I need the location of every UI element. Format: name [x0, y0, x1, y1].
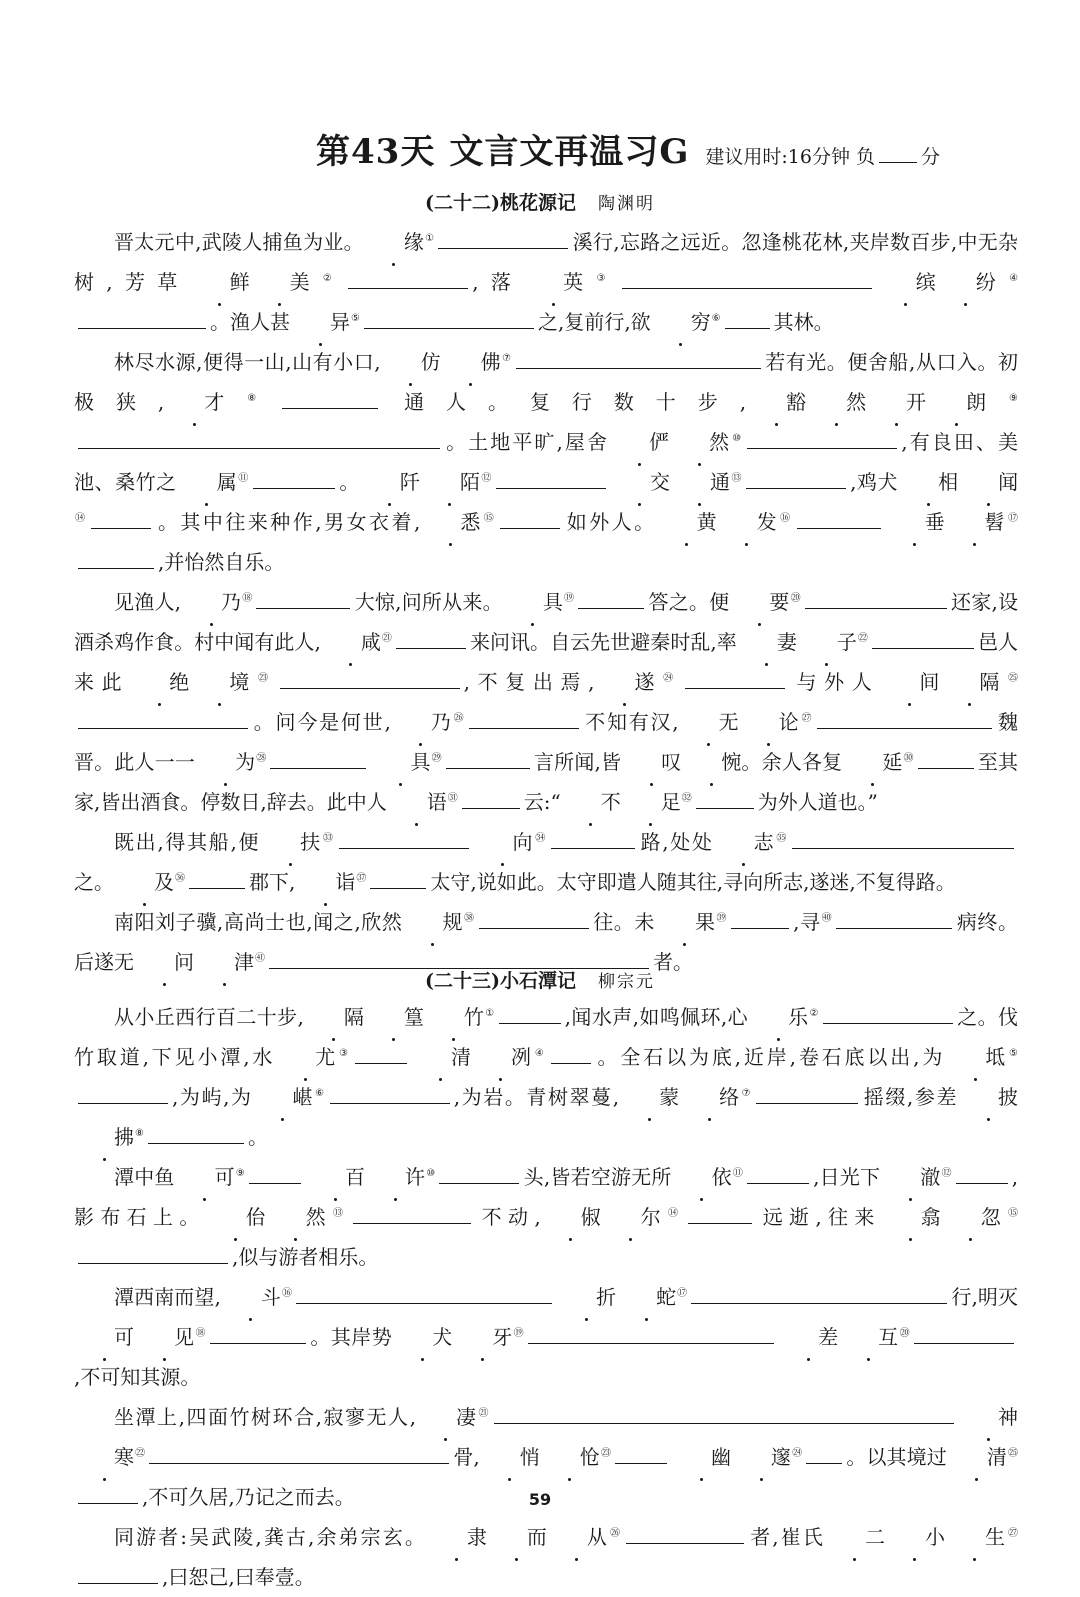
answer-blank[interactable] — [551, 1043, 591, 1064]
glossed-term: 不 足 — [561, 790, 681, 814]
passage-paragraph — [74, 1277, 1018, 1397]
annotation-number: ⑭ — [661, 1208, 685, 1220]
answer-blank[interactable] — [78, 428, 440, 449]
passage-text: 大惊,问所从来。 — [354, 590, 503, 614]
passage-text: 之,复前行,欲 — [537, 310, 651, 334]
passage-paragraph — [74, 997, 1018, 1157]
annotation-number: ㊳ — [463, 913, 475, 925]
annotation-number: ⑥ — [711, 313, 721, 325]
answer-blank[interactable] — [396, 628, 466, 649]
passage-text: 潭西南而望, — [114, 1285, 221, 1309]
answer-blank[interactable] — [78, 1243, 228, 1264]
passage-text: 坐潭上,四面竹树环合,寂寥无人, — [114, 1405, 416, 1429]
score-blank — [879, 161, 917, 163]
annotation-number: ㉕ — [1007, 1448, 1018, 1460]
glossed-term: 扶 — [260, 830, 320, 854]
passage-text: 魏晋。此人一一 — [74, 710, 1018, 774]
answer-blank[interactable] — [253, 468, 335, 489]
glossed-term: 咸 — [321, 630, 381, 654]
annotation-number: ⑮ — [1001, 1208, 1019, 1220]
glossed-term: 相 闻 — [898, 470, 1018, 494]
section-title-1 — [0, 188, 1080, 215]
annotation-number: ㉘ — [256, 753, 267, 765]
glossed-term: 交 通 — [610, 470, 730, 494]
annotation-number: ㉔ — [655, 673, 681, 685]
answer-blank[interactable] — [78, 1563, 158, 1584]
glossed-term: 间 隔 — [879, 670, 999, 694]
time-hint — [705, 142, 940, 169]
glossed-term: 为 — [195, 750, 255, 774]
annotation-number: ⑫ — [480, 473, 492, 485]
annotation-number: ⑰ — [1005, 513, 1019, 525]
answer-blank[interactable] — [330, 1083, 450, 1104]
passage-paragraph — [74, 1157, 1018, 1277]
annotation-number: ㉑ — [381, 633, 392, 645]
glossed-term: 悄 怆 — [480, 1445, 600, 1469]
glossed-term: 二 小 生 — [825, 1525, 1005, 1549]
glossed-term: 黄 发 — [657, 510, 777, 534]
annotation-number: ㉙ — [431, 753, 442, 765]
annotation-number: ④ — [996, 273, 1019, 285]
answer-blank[interactable] — [756, 1083, 858, 1104]
passage-text: 。 — [338, 470, 360, 494]
glossed-term: 差 互 — [778, 1325, 898, 1349]
glossed-term: 及 — [114, 870, 174, 894]
answer-blank[interactable] — [348, 268, 468, 289]
glossed-term: 翕 忽 — [881, 1205, 1001, 1229]
passage-text: 。土地平旷,屋舍 — [444, 430, 610, 454]
glossed-term: 缤 纷 — [876, 270, 996, 294]
glossed-term: 清 冽 — [411, 1045, 531, 1069]
passage-text: 不知有汉, — [583, 710, 679, 734]
passage-text: 同游者:吴武陵,龚古,余弟宗玄。 — [114, 1525, 427, 1549]
answer-blank[interactable] — [78, 548, 154, 569]
glossed-term: 凄 — [416, 1405, 476, 1429]
annotation-number: ⑱ — [195, 1328, 206, 1340]
passage-text: 。以其境过 — [846, 1445, 947, 1469]
section-title-2 — [0, 966, 1080, 993]
answer-blank[interactable] — [615, 1443, 667, 1464]
annotation-number: ⑧ — [225, 393, 279, 405]
passage-text: 若有光。便舍船,从口入。初极狭, — [74, 350, 1019, 414]
annotation-number: ㊱ — [175, 873, 185, 885]
glossed-term: 仿 佛 — [381, 350, 501, 374]
answer-blank[interactable] — [806, 1443, 842, 1464]
glossed-term: 规 — [402, 910, 462, 934]
glossed-term: 神寒 — [74, 1405, 1018, 1469]
glossed-term: 具 — [370, 750, 430, 774]
answer-blank[interactable] — [622, 268, 872, 289]
passage-text: 答之。便 — [648, 590, 730, 614]
answer-blank[interactable] — [823, 1003, 953, 1024]
passage-text: 还家,设酒杀鸡作食。村中闻有此人, — [74, 590, 1019, 654]
annotation-number: ㉝ — [321, 833, 335, 845]
passage-text: 与外人 — [788, 670, 880, 694]
annotation-number: ㉒ — [135, 1448, 146, 1460]
glossed-term: 隔 篁 竹 — [304, 1005, 484, 1029]
annotation-number: ㉗ — [799, 713, 814, 725]
passage-text: 潭中鱼 — [114, 1165, 175, 1189]
passage-text: 骨, — [453, 1445, 480, 1469]
passage-text: 病终。后遂无 — [74, 910, 1019, 974]
annotation-number: ㉗ — [1005, 1528, 1019, 1540]
annotation-number: ⑪ — [732, 1168, 744, 1180]
answer-blank[interactable] — [78, 1083, 168, 1104]
glossed-term: 属 — [177, 470, 237, 494]
answer-blank[interactable] — [296, 1283, 552, 1304]
passage-text: 。其岸势 — [309, 1325, 393, 1349]
glossed-term: 穷 — [651, 310, 711, 334]
annotation-number: ㊲ — [356, 873, 367, 885]
passage-text: ,似与游者相乐。 — [232, 1245, 379, 1269]
glossed-term: 斗 — [221, 1285, 281, 1309]
glossed-term: 无 论 — [679, 710, 799, 734]
annotation-number: ㉖ — [607, 1528, 623, 1540]
annotation-number: ⑤ — [351, 313, 360, 325]
answer-blank[interactable] — [551, 828, 635, 849]
answer-blank[interactable] — [685, 668, 785, 689]
answer-blank[interactable] — [688, 1203, 752, 1224]
glossed-term: 缘 — [364, 230, 424, 254]
passage-text: 往。未 — [592, 910, 655, 934]
annotation-number: ⑪ — [237, 473, 249, 485]
answer-blank[interactable] — [691, 1283, 947, 1304]
answer-blank[interactable] — [78, 708, 248, 729]
glossed-term: 折 蛇 — [556, 1285, 676, 1309]
glossed-term: 清 — [947, 1445, 1007, 1469]
annotation-number: ⑯ — [777, 513, 793, 525]
answer-blank[interactable] — [148, 1123, 244, 1144]
answer-blank[interactable] — [792, 828, 1014, 849]
section-author: 陶渊明 — [597, 194, 655, 214]
passage-text: 来问讯。自云先世避秦时乱,率 — [469, 630, 737, 654]
glossed-term: 问 津 — [134, 950, 254, 974]
answer-blank[interactable] — [469, 708, 579, 729]
answer-blank[interactable] — [836, 908, 952, 929]
passage-text: 头,皆若空游无所 — [523, 1165, 672, 1189]
passage-text: ,不可久居,乃记之而去。 — [142, 1485, 355, 1509]
glossed-term: 可 — [175, 1165, 235, 1189]
answer-blank[interactable] — [499, 1003, 561, 1024]
answer-blank[interactable] — [446, 748, 530, 769]
annotation-number: ㉛ — [447, 793, 458, 805]
glossed-term: 遂 — [595, 670, 655, 694]
passage-text: 为外人道也。” — [757, 790, 878, 814]
passage-text: 。全石以为底,近岸,卷石底以出,为 — [594, 1045, 946, 1069]
passage-text: ,鸡犬 — [850, 470, 899, 494]
answer-blank[interactable] — [578, 588, 644, 609]
answer-blank[interactable] — [462, 788, 520, 809]
answer-blank[interactable] — [500, 508, 560, 529]
passage-text: 南阳刘子骥,高尚士也,闻之,欣然 — [114, 910, 403, 934]
glossed-term: 垂 髫 — [885, 510, 1005, 534]
annotation-number: ⑰ — [677, 1288, 688, 1300]
glossed-term: 俨 然 — [609, 430, 729, 454]
glossed-term: 鲜 美 — [190, 270, 310, 294]
glossed-term: 澈 — [880, 1165, 940, 1189]
answer-blank[interactable] — [78, 308, 206, 329]
passage-text: ,不复出焉, — [463, 670, 595, 694]
passage-paragraph — [74, 822, 1018, 902]
answer-blank[interactable] — [956, 1163, 1008, 1184]
glossed-term: 叹 惋 — [621, 750, 741, 774]
glossed-term: 隶 而 从 — [427, 1525, 607, 1549]
annotation-number: ⑬ — [326, 1208, 350, 1220]
passage-text: 。问今是何世, — [252, 710, 391, 734]
time-prefix: 建议用时:16分钟 负 — [705, 146, 875, 168]
glossed-term: 妻 子 — [737, 630, 857, 654]
answer-blank[interactable] — [439, 1163, 519, 1184]
answer-blank[interactable] — [918, 748, 974, 769]
lesson-topic: 文言文再温习G — [449, 132, 690, 172]
annotation-number: ② — [809, 1008, 819, 1020]
glossed-term: 要 — [729, 590, 789, 614]
page-number: 59 — [528, 1490, 552, 1509]
glossed-term: 尤 — [275, 1045, 335, 1069]
answer-blank[interactable] — [516, 348, 761, 369]
passage-text: 通人。复行数十步, — [382, 390, 747, 414]
annotation-number: ⑲ — [513, 1328, 525, 1340]
passage-text: 既出,得其船,便 — [114, 830, 261, 854]
annotation-number: ㉕ — [1000, 673, 1019, 685]
answer-blank[interactable] — [282, 388, 378, 409]
annotation-number: ㊴ — [715, 913, 728, 925]
passage-text: ,落 — [472, 270, 524, 294]
glossed-term: 悉 — [420, 510, 480, 534]
passage-paragraph — [74, 582, 1018, 822]
glossed-term: 依 — [672, 1165, 732, 1189]
annotation-number: ⑥ — [313, 1088, 326, 1100]
passage-text: ,有良田、美池、桑竹之 — [74, 430, 1019, 494]
answer-blank[interactable] — [805, 588, 947, 609]
answer-blank[interactable] — [438, 228, 568, 249]
annotation-number: ㉞ — [533, 833, 547, 845]
passage-text: ,为屿,为 — [172, 1085, 253, 1109]
annotation-number: ㉚ — [903, 753, 914, 765]
passage-text: 之。伐竹取道,下见小潭,水 — [74, 1005, 1019, 1069]
glossed-term: 坻 — [945, 1045, 1005, 1069]
glossed-term: 乃 — [181, 590, 241, 614]
answer-blank[interactable] — [256, 588, 350, 609]
glossed-term: 异 — [290, 310, 350, 334]
annotation-number: ⑭ — [75, 513, 88, 525]
glossed-term: 犬 牙 — [392, 1325, 512, 1349]
passage-paragraph — [74, 1517, 1018, 1597]
annotation-number: ⑨ — [235, 1168, 246, 1180]
time-suffix: 分 — [921, 146, 941, 168]
answer-blank[interactable] — [747, 1163, 809, 1184]
annotation-number: ㉒ — [857, 633, 868, 645]
answer-blank[interactable] — [353, 1203, 471, 1224]
answer-blank[interactable] — [696, 788, 754, 809]
passage-text: 者,崔氏 — [748, 1525, 825, 1549]
annotation-number: ⑮ — [481, 513, 497, 525]
glossed-term: 百 许 — [305, 1165, 425, 1189]
passage-text: 不动, — [475, 1205, 541, 1229]
lesson-day: 第43天 — [316, 132, 436, 172]
page-header — [316, 124, 1036, 174]
annotation-number: ⑫ — [941, 1168, 952, 1180]
annotation-number: ㉑ — [476, 1408, 491, 1420]
glossed-term: 英 — [523, 270, 583, 294]
annotation-number: ④ — [531, 1048, 547, 1060]
answer-blank[interactable] — [339, 828, 469, 849]
answer-blank[interactable] — [355, 1043, 407, 1064]
glossed-term: 豁 然 开 朗 — [746, 390, 986, 414]
glossed-term: 具 — [503, 590, 563, 614]
glossed-term: 绝 境 — [129, 670, 249, 694]
answer-blank[interactable] — [797, 508, 881, 529]
passage-paragraph — [74, 222, 1018, 342]
glossed-term: 蒙 络 — [619, 1085, 739, 1109]
passage-text: 太守,说如此。太守即遣人随其往,寻向所志,遂迷,不复得路。 — [430, 870, 956, 894]
passage-text: 从小丘西行百二十步, — [114, 1005, 304, 1029]
section-name: (二十二)桃花源记 — [425, 192, 576, 214]
glossed-term: 嵁 — [253, 1085, 313, 1109]
passage-text: ,曰恕己,曰奉壹。 — [162, 1565, 315, 1589]
passage-text: 溪行,忘路之远近。忽逢桃花林,夹岸数百步,中无杂树,芳草 — [74, 230, 1018, 294]
annotation-number: ③ — [336, 1048, 351, 1060]
passage-text: 其林。 — [773, 310, 834, 334]
answer-blank[interactable] — [914, 1323, 1014, 1344]
glossed-term: 乃 — [391, 710, 451, 734]
answer-blank[interactable] — [149, 1443, 449, 1464]
passage-text: 晋太元中,武陵人捕鱼为业。 — [114, 230, 364, 254]
passage-text: 摇缀,参差 — [862, 1085, 959, 1109]
annotation-number: ⑱ — [242, 593, 253, 605]
annotation-number: ③ — [584, 273, 618, 285]
section-author: 柳宗元 — [597, 972, 655, 992]
answer-blank[interactable] — [370, 868, 426, 889]
passage-text: 。 — [247, 1125, 268, 1149]
glossed-term: 志 — [714, 830, 774, 854]
annotation-number: ② — [310, 273, 345, 285]
passage-text: 邑人来此 — [74, 630, 1019, 694]
answer-blank[interactable] — [731, 908, 789, 929]
passage-text: 。其中往来种作,男女衣着, — [155, 510, 421, 534]
glossed-term: 幽 邃 — [671, 1445, 791, 1469]
passage-text: ,寻 — [793, 910, 821, 934]
glossed-term: 阡 陌 — [360, 470, 480, 494]
glossed-term: 俶 尔 — [541, 1205, 661, 1229]
answer-blank[interactable] — [725, 308, 770, 329]
annotation-number: ⑳ — [790, 593, 801, 605]
passage-text: 之。 — [74, 870, 114, 894]
annotation-number: ㊵ — [821, 913, 833, 925]
annotation-number: ① — [484, 1008, 495, 1020]
annotation-number: ⑲ — [563, 593, 575, 605]
section-name: (二十三)小石潭记 — [425, 970, 576, 992]
passage-text: 言所闻,皆 — [533, 750, 622, 774]
passage-text: 。渔人甚 — [210, 310, 290, 334]
answer-blank[interactable] — [189, 868, 245, 889]
passage-text: 见渔人, — [114, 590, 182, 614]
answer-blank[interactable] — [528, 1323, 774, 1344]
annotation-number: ⑩ — [730, 433, 744, 445]
annotation-number: ㉜ — [681, 793, 692, 805]
answer-blank[interactable] — [91, 508, 151, 529]
passage-text: 行,明灭 — [951, 1285, 1019, 1309]
answer-blank[interactable] — [479, 908, 589, 929]
passage-text: ,影布石上。 — [74, 1165, 1019, 1229]
answer-blank[interactable] — [626, 1523, 744, 1544]
annotation-number: ① — [424, 233, 435, 245]
answer-blank[interactable] — [494, 1403, 954, 1424]
passage-text: ,不可知其源。 — [74, 1365, 201, 1389]
passage-text: 者。 — [653, 950, 693, 974]
glossed-term: 语 — [387, 790, 447, 814]
passage-text: 云:“ — [523, 790, 561, 814]
glossed-term: 佁 然 — [206, 1205, 326, 1229]
answer-blank[interactable] — [270, 748, 366, 769]
glossed-term: 果 — [655, 910, 715, 934]
passage-text: 至其家,皆出酒食。停数日,辞去。此中人 — [74, 750, 1019, 814]
passage-text: 林尽水源,便得一山,山有小口, — [114, 350, 381, 374]
answer-blank[interactable] — [280, 668, 460, 689]
answer-blank[interactable] — [496, 468, 606, 489]
glossed-term: 披拂 — [74, 1085, 1018, 1149]
answer-blank[interactable] — [747, 428, 897, 449]
annotation-number: ㉔ — [792, 1448, 803, 1460]
annotation-number: ⑨ — [987, 393, 1018, 405]
annotation-number: ⑦ — [740, 1088, 753, 1100]
annotation-number: ⑦ — [501, 353, 512, 365]
answer-blank[interactable] — [746, 468, 846, 489]
answer-blank[interactable] — [872, 628, 974, 649]
annotation-number: ⑩ — [426, 1168, 436, 1180]
passage-text: ,为岩。青树翠蔓, — [453, 1085, 620, 1109]
passage-text: ,闻水声,如鸣佩环,心 — [564, 1005, 749, 1029]
answer-blank[interactable] — [210, 1323, 306, 1344]
glossed-term: 向 — [473, 830, 533, 854]
annotation-number: ㊶ — [255, 953, 265, 965]
annotation-number: ㉖ — [451, 713, 466, 725]
annotation-number: ㉓ — [250, 673, 276, 685]
passage-text: 。余人各复 — [741, 750, 843, 774]
passage-text: ,并怡然自乐。 — [158, 550, 285, 574]
annotation-number: ㉟ — [774, 833, 789, 845]
annotation-number: ⑬ — [730, 473, 743, 485]
passage-text: 郡下, — [249, 870, 296, 894]
annotation-number: ⑤ — [1006, 1048, 1019, 1060]
passage-text: ,日光下 — [813, 1165, 881, 1189]
annotation-number: ⑳ — [899, 1328, 911, 1340]
passage-text: 远逝,往来 — [756, 1205, 881, 1229]
glossed-term: 可 见 — [74, 1325, 194, 1349]
glossed-term: 诣 — [295, 870, 355, 894]
answer-blank[interactable] — [817, 708, 992, 729]
annotation-number: ⑯ — [281, 1288, 293, 1300]
answer-blank[interactable] — [364, 308, 534, 329]
section-body-1 — [74, 222, 1018, 982]
glossed-term: 乐 — [748, 1005, 808, 1029]
passage-text: 路,处处 — [638, 830, 714, 854]
glossed-term: 延 — [842, 750, 902, 774]
passage-text: 如外人。 — [564, 510, 657, 534]
annotation-number: ㉓ — [600, 1448, 612, 1460]
glossed-term: 才 — [164, 390, 224, 414]
passage-paragraph — [74, 342, 1018, 582]
annotation-number: ⑧ — [135, 1128, 144, 1140]
answer-blank[interactable] — [249, 1163, 301, 1184]
